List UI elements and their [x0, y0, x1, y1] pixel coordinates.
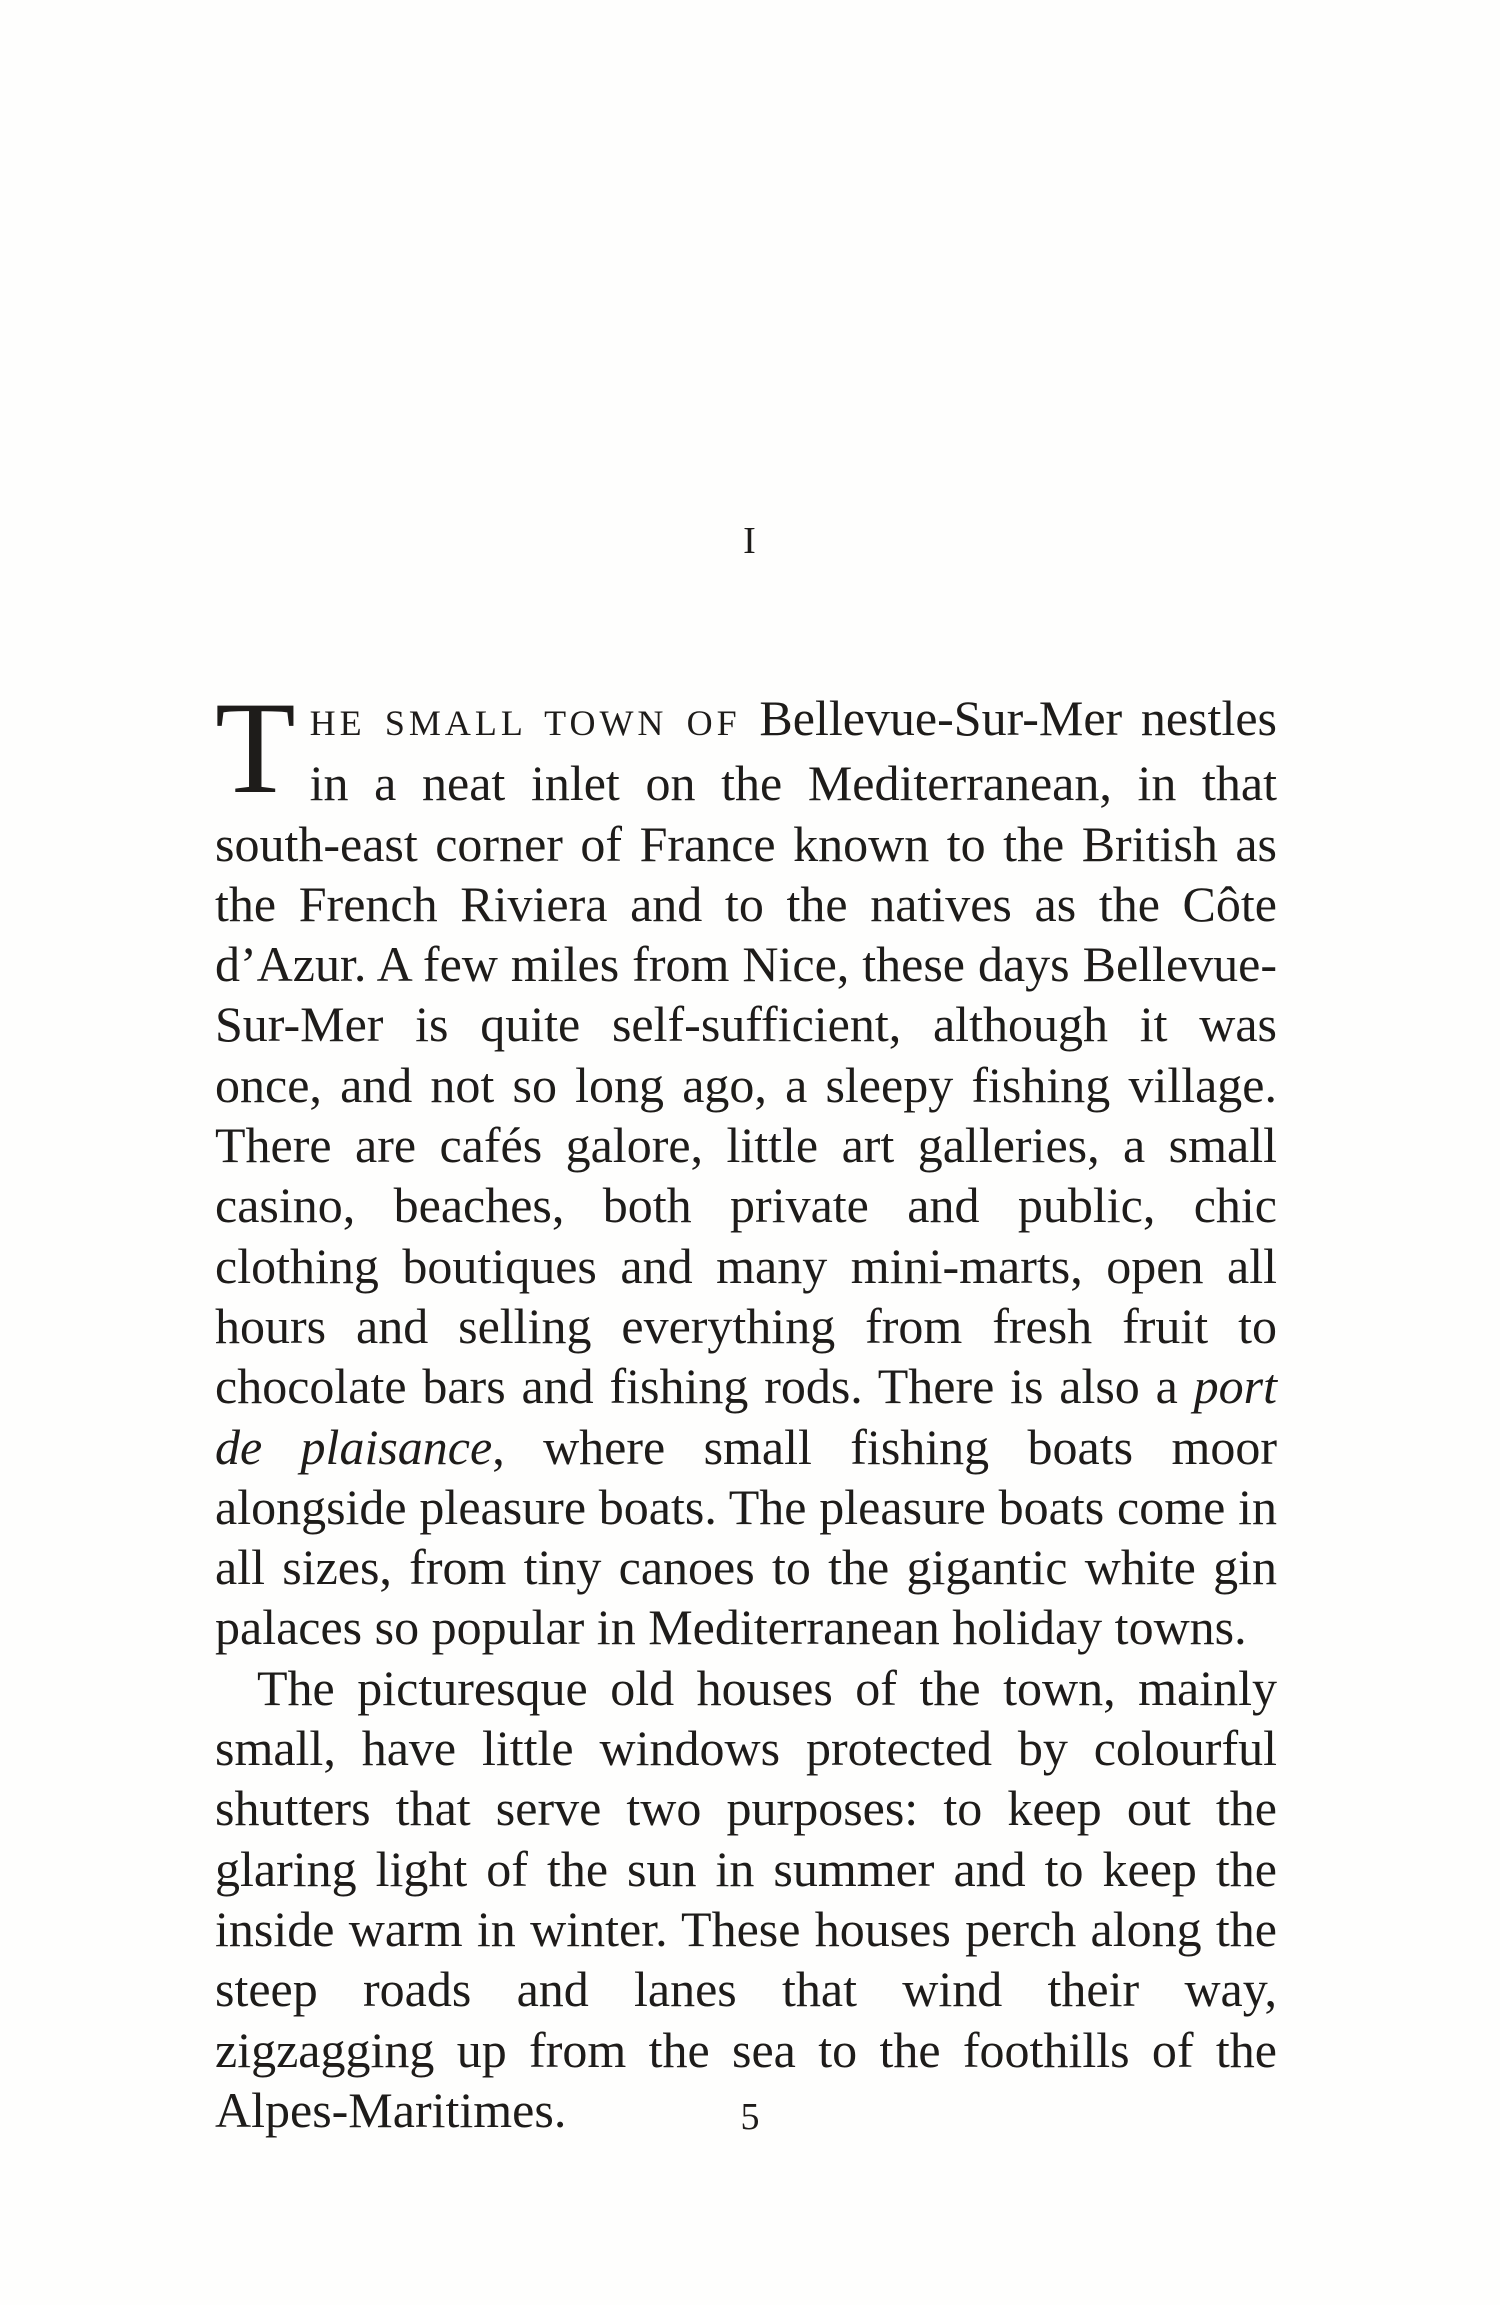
paragraph-1 [215, 674, 1277, 1658]
drop-cap: T [215, 674, 296, 821]
page-number: 5 [740, 2096, 760, 2138]
italic-phrase: port de plaisance [215, 1358, 1277, 1475]
body-text [215, 674, 1277, 2140]
paragraph-1-text-a: Bellevue-Sur-Mer nestles in a neat inlet on the Mediterranean, in that south-east corner of France known to the British as the French Riviera and to the natives as the Côte d’Azur. A few miles from Nice, these days Bellevue-Sur-Mer is quite self-sufficient, although it was once, and not so long ago, a sleepy fishing village. There are cafés galore, little art galleries, a small casino, beaches, both private and public, chic clothing boutiques and many mini-marts, open all hours and selling everything from fresh fruit to chocolate bars and fishing rods. There is also a [215, 690, 1277, 1415]
paragraph-2: The picturesque old houses of the town, mainly small, have little windows protected by colourful shutters that serve two purposes: to keep out the glaring light of the sun in summer and to keep the inside warm in winter. These houses perch along the steep roads and lanes that wind their way, zigzagging up from the sea to the foothills of the Alpes-Maritimes. [215, 1659, 1277, 2138]
chapter-number: I [743, 520, 757, 562]
paragraph-1-text-b: , where small fishing boats moor alongside pleasure boats. The pleasure boats come in all sizes, from tiny canoes to the gigantic white gin palaces so popular in Mediterranean holiday towns. [215, 1418, 1277, 1656]
small-caps-lead: HE SMALL TOWN OF [309, 703, 741, 743]
